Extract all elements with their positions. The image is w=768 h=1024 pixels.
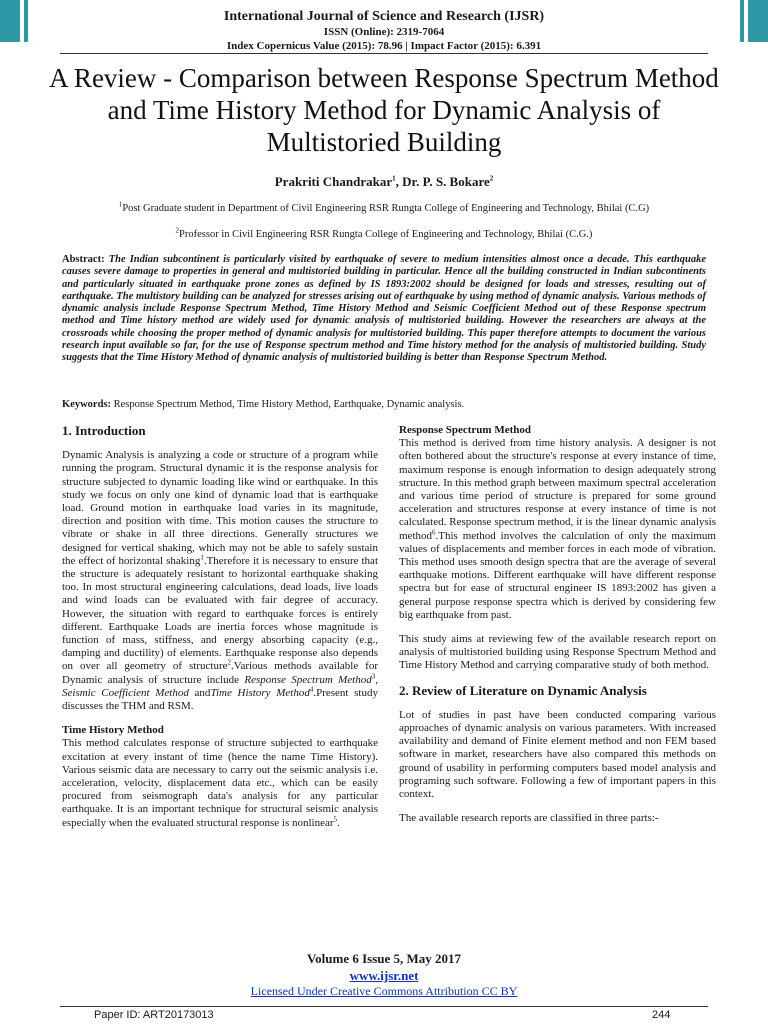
journal-footer xyxy=(0,950,768,999)
abstract xyxy=(62,254,706,365)
footer-divider xyxy=(60,1006,708,1007)
author-1: Prakriti Chandrakar xyxy=(274,174,393,189)
authors: Prakriti Chandrakar$^1$, Dr. P. S. Bokare$^2$ xyxy=(274,174,494,189)
affiliation-2: $^2$Professor in Civil Engineering RSR Rungta College of Engineering and Technology, Bhilai (C.G.) xyxy=(175,226,593,240)
index-info: Index Copernicus Value (2015): 78.96 | Impact Factor (2015): 6.391 xyxy=(226,40,542,52)
section-heading-introduction: 1. Introduction xyxy=(62,423,146,438)
response-spectrum-paragraph: This method is derived from time history analysis. A designer is not often bothered about the structure's response at every instance of time, maximum response is enough information to design adequately strong structure. In this method graph between maximum spectral acceleration and various time period of structure is prepared for some ground acceleration and structures response at every instance of time is not calculated. Response spectrum method, it is the linear dynamic analysis method$^6$.This method involves the calculation of only the maximum values of displacements and member forces in each mode of vibration. This method uses smooth design spectra that are the average of several earthquake motions. Different earthquake will have different response spectra but for ease of structural engineer IS 1893:2002 has given a general purpose response spectra which is derived by considering few big earthquake from past. xyxy=(399,437,716,621)
intro-paragraph: Dynamic Analysis is analyzing a code or structure of a program while running the program. Structural dynamic it is the response analysis for structure subjected to dynamic loading like wind or earthquake. In this study we focus on only one kind of dynamic load that is earthquake load. Ground motion in earthquake load varies in its magnitude, direction and position with time. This motion causes the structure to vibrate or shake in all three directions. Generally structures we designed for vertical shaking, which may not be able to safely sustain the effect of horizontal shaking$^1$.Therefore it is necessary to ensure that the structure is adequately resistant to horizontal earthquake shaking too. In most structural engineering calculations, dead loads, live loads and wind loads can be evaluated with fair degree of accuracy. However, the situation with regard to earthquake forces is entirely different. Earthquake Loads are inertia forces whose magnitude is function of mass, stiffness, and energy absorbing capacity (e.g., damping and ductility) of elements. Earthquake response also depends on over all geometry of structure$^2$.Various methods available for Dynamic analysis of structure include Response Spectrum Method$^3$, Seismic Coefficient Method andTime History Method$^4$.Present study discusses the THM and RSM. xyxy=(62,449,378,713)
affiliation-1: $^1$Post Graduate student in Department of Civil Engineering RSR Rungta College of Engineering and Technology, Bhilai (C.G) xyxy=(118,200,650,214)
time-history-paragraph: This method calculates response of structure subjected to earthquake excitation at every instant of time (hence the name Time History). Various seismic data are necessary to carry out the seismic analysis i.e. acceleration, velocity, displacement data etc., which can be easily procured from seismograph data's analysis for any particular earthquake. It is an important technique for structural seismic analysis especially when the evaluated structural response is nonlinear$^5$. xyxy=(62,737,378,829)
abstract-text: The Indian subcontinent is particularly visited by earthquake of severe to medium intensities almost once a decade. This earthquake causes severe damage to properties in general and multistoried building in particular. Hence all the building constructed in Indian subcontinents and particularly situated in earthquake prone zones as defined by IS 1893:2002 should be designed for loads and stresses, resulting out of earthquake. The multistory building can be analyzed for stresses arising out of earthquake by using method of dynamic analysis. Various methods of dynamic analysis include Response Spectrum Method, Time History Method and Seismic Coefficient Method out of these Response spectrum method and Time history method are widely used for dynamic analysis of multistoried building. However the researchers are always at the crossroads while choosing the proper method of dynamic analysis for multistoried building. This paper therefore attempts to document the various research input available so far, for the use of Response spectrum method and Time history method for the analysis of multistoried building. Study suggests that the Time History Method of dynamic analysis of multistoried building is better than Response Spectrum Method. xyxy=(62,254,707,364)
subheading-time-history: Time History Method xyxy=(62,724,164,737)
page-number: 244 xyxy=(652,1009,671,1021)
volume-info: Volume 6 Issue 5, May 2017 xyxy=(306,951,462,966)
journal-header xyxy=(0,8,768,53)
study-aim-paragraph: This study aims at reviewing few of the available research report on analysis of multistoried building using Response Spectrum Method and Time History Method and carrying comparative study of both method. xyxy=(399,633,716,672)
website-link[interactable]: www.ijsr.net xyxy=(349,968,419,983)
review-paragraph: Lot of studies in past have been conducted comparing various approaches of dynamic analysis on various parameters. With increased availability and demand of Finite element method and non FEM based software in market, researchers have also compared this methods on ground of usability in performing computers based model analysis and programing such software. Following a few of important papers in this context. xyxy=(399,708,716,801)
keywords-label: Keywords: xyxy=(62,399,111,410)
issn: ISSN (Online): 2319-7064 xyxy=(323,26,445,38)
journal-name: International Journal of Science and Research (IJSR) xyxy=(223,9,545,24)
author-2: Dr. P. S. Bokare xyxy=(402,174,490,189)
paper-id: Paper ID: ART20173013 xyxy=(94,1009,214,1021)
classification-paragraph: The available research reports are classified in three parts:- xyxy=(399,812,659,825)
header-divider xyxy=(60,53,708,54)
keywords-text: Response Spectrum Method, Time History Method, Earthquake, Dynamic analysis. xyxy=(113,399,465,410)
section-heading-review: 2. Review of Literature on Dynamic Analysis xyxy=(399,682,647,698)
keywords xyxy=(62,399,706,410)
subheading-response-spectrum: Response Spectrum Method xyxy=(399,424,531,436)
abstract-label: Abstract: xyxy=(62,254,105,265)
paper-title: A Review - Comparison between Response Spectrum Method and Time History Method for Dynamic Analysis of Multistoried Building xyxy=(49,63,719,157)
license-link[interactable]: Licensed Under Creative Commons Attribution CC BY xyxy=(250,984,518,998)
column-right xyxy=(399,424,716,825)
column-left xyxy=(62,424,378,830)
